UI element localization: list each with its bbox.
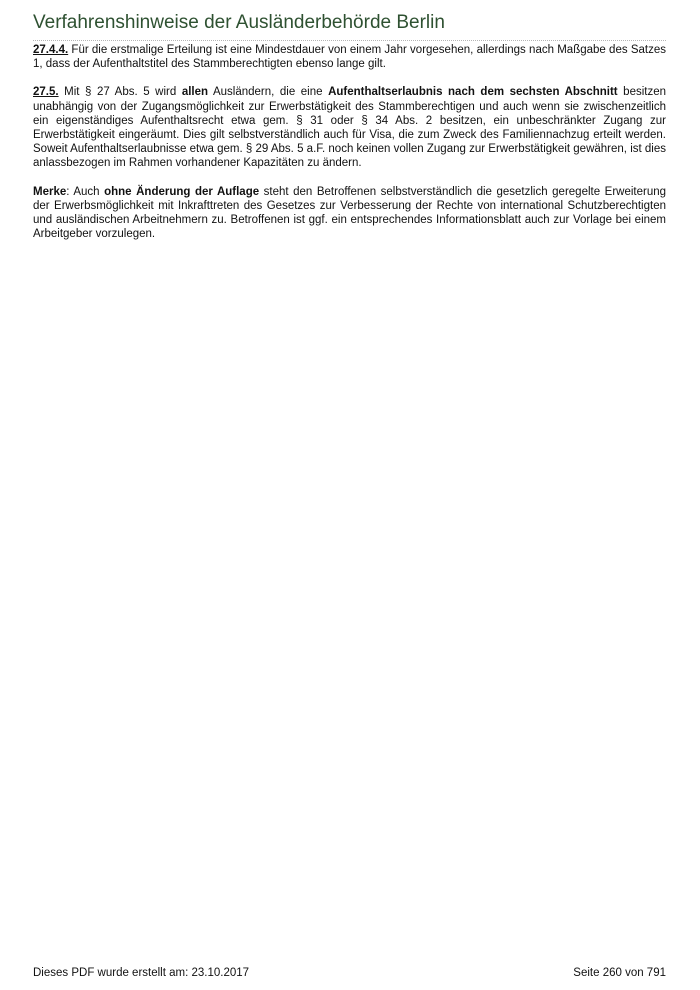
emphasis-ohne-aenderung: ohne Änderung der Auflage: [104, 185, 260, 198]
paragraph-27-4-4: [33, 43, 666, 71]
paragraph-text: Mit § 27 Abs. 5 wird: [58, 86, 182, 99]
paragraph-27-5: [33, 85, 666, 170]
paragraph-text: Für die erstmalige Erteilung ist eine Mindestdauer von einem Jahr vorgesehen, allerdings nach Maßgabe des Satzes 1, dass der Aufenthaltstitel des Stammberechtigten ebenso lange gilt.: [33, 44, 666, 71]
paragraph-text: : Auch: [66, 185, 105, 198]
paragraph-merke: [33, 185, 666, 242]
section-ref-27-4-4: 27.4.4.: [33, 44, 69, 56]
document-body: [33, 43, 666, 255]
page-header: [33, 11, 666, 41]
section-ref-27-5: 27.5.: [33, 86, 59, 99]
paragraph-text: steht den Betroffenen selbstverständlich die gesetzlich geregelte Erweiterung der Erwerbsmöglichkeit mit Inkrafttreten des Gesetzes zur Verbesserung der Rechte von international Schutzberechtigten und ausländischen Arbeitnehmern zu. Betroffenen ist ggf. ein entsprechendes Informationsblatt auch zur Vorlage bei einem Arbeitgeber vorzulegen.: [33, 185, 667, 241]
creation-date: Dieses PDF wurde erstellt am: 23.10.2017: [33, 967, 250, 979]
paragraph-text: Ausländern, die eine: [208, 86, 329, 99]
page-footer: [33, 966, 666, 980]
emphasis-aufenthaltserlaubnis: Aufenthaltserlaubnis nach dem sechsten Abschnitt: [328, 86, 618, 99]
merke-label: Merke: [33, 185, 67, 198]
paragraph-text: besitzen unabhängig von der Zugangsmöglichkeit zur Erwerbstätigkeit des Stammberechtigen und auch wenn sie zwischenzeitlich ein eigenständiges Aufenthaltsrecht etwa gem. § 31 oder § 34 Abs. 2 besitzen, ein unbeschränkter Zugang zur Erwerbstätigkeit eingeräumt. Dies gilt selbstverständlich auch für Visa, die zum Zweck des Familiennachzug erteilt werden. Soweit Aufenthaltserlaubnisse etwa gem. § 29 Abs. 5 a.F. noch keinen vollen Zugang zur Erwerbstätigkeit gewähren, ist dies anlassbezogen im Rahmen vorhandener Kapazitäten zu ändern.: [33, 86, 667, 170]
emphasis-allen: allen: [181, 86, 209, 99]
page-number: Seite 260 von 791: [573, 967, 666, 979]
page-title: Verfahrenshinweise der Ausländerbehörde Berlin: [33, 12, 445, 33]
